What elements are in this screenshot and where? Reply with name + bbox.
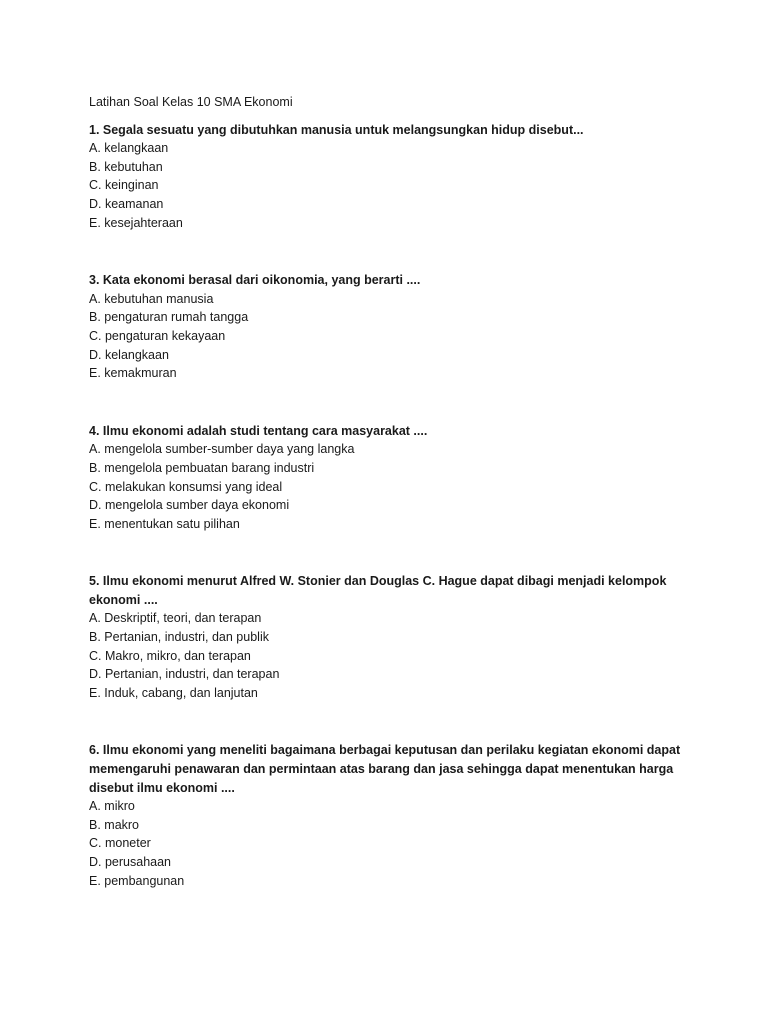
option-d: D. Pertanian, industri, dan terapan: [89, 667, 280, 682]
option-c: C. keinginan: [89, 178, 159, 193]
option-b: B. mengelola pembuatan barang industri: [89, 460, 315, 475]
option-a: A. kebutuhan manusia: [89, 291, 214, 306]
question-text: 1. Segala sesuatu yang dibutuhkan manusia untuk melangsungkan hidup disebut...: [89, 122, 584, 137]
option-list: [89, 609, 689, 702]
document-title: Latihan Soal Kelas 10 SMA Ekonomi: [89, 95, 293, 109]
option-c: C. Makro, mikro, dan terapan: [89, 648, 251, 663]
option-d: D. keamanan: [89, 196, 164, 211]
option-c: C. moneter: [89, 836, 151, 851]
option-a: A. Deskriptif, teori, dan terapan: [89, 611, 262, 626]
spacer: [89, 533, 689, 572]
option-a: A. kelangkaan: [89, 141, 169, 156]
option-a: A. mengelola sumber-sumber daya yang langka: [89, 442, 355, 457]
question-1: [89, 121, 689, 233]
question-6: [89, 741, 689, 890]
spacer: [89, 702, 689, 741]
option-d: D. kelangkaan: [89, 347, 169, 362]
option-e: E. kemakmuran: [89, 366, 177, 381]
option-e: E. kesejahteraan: [89, 215, 183, 230]
document-page: [89, 93, 689, 890]
option-c: C. melakukan konsumsi yang ideal: [89, 479, 283, 494]
question-text: 3. Kata ekonomi berasal dari oikonomia, yang berarti ....: [89, 273, 421, 288]
option-list: [89, 139, 689, 232]
question-text: 4. Ilmu ekonomi adalah studi tentang cara masyarakat ....: [89, 423, 428, 438]
option-c: C. pengaturan kekayaan: [89, 328, 226, 343]
question-text: 5. Ilmu ekonomi menurut Alfred W. Stonier dan Douglas C. Hague dapat dibagi menjadi kelompok ekonomi ....: [89, 574, 667, 607]
option-a: A. mikro: [89, 799, 135, 814]
spacer: [89, 383, 689, 422]
option-list: [89, 440, 689, 533]
option-d: D. mengelola sumber daya ekonomi: [89, 498, 290, 513]
option-d: D. perusahaan: [89, 855, 172, 869]
question-text: 6. Ilmu ekonomi yang meneliti bagaimana berbagai keputusan dan perilaku kegiatan ekonomi dapat memengaruhi penawaran dan permintaan atas barang dan jasa sehingga dapat menentukan harga disebut ilmu ekonomi ....: [89, 743, 681, 795]
option-e: E. menentukan satu pilihan: [89, 516, 240, 531]
spacer: [89, 232, 689, 271]
option-e: E. Induk, cabang, dan lanjutan: [89, 685, 258, 700]
option-b: B. Pertanian, industri, dan publik: [89, 630, 269, 645]
option-list: [89, 797, 689, 890]
option-b: B. kebutuhan: [89, 159, 163, 174]
option-b: B. pengaturan rumah tangga: [89, 310, 249, 325]
question-3: [89, 271, 689, 383]
question-4: [89, 422, 689, 534]
option-e: E. pembangunan: [89, 873, 185, 888]
question-5: [89, 572, 689, 702]
option-list: [89, 290, 689, 383]
option-b: B. makro: [89, 817, 140, 832]
